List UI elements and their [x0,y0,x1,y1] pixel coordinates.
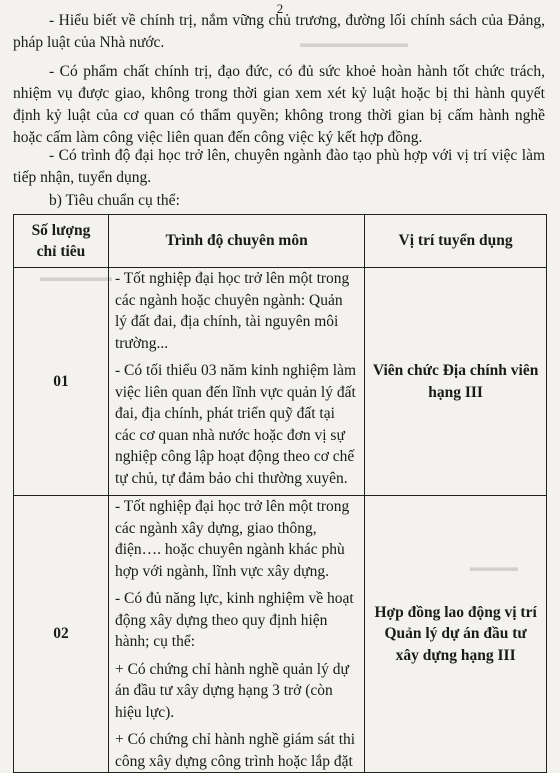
table-header-row [14,215,547,268]
qualification-item: - Tốt nghiệp đại học trở lên một trong các ngành xây dựng, giao thông, điện…. hoặc chuyên ngành khác phù hợp với ngành, lĩnh vực xây dựng. [114,498,350,580]
page-number: 2 [276,1,284,16]
bleed-through-mark: ▬▬▬▬▬▬ [40,270,112,284]
header-qualification: Trình độ chuyên môn [108,215,364,268]
row-quota: 02 [14,496,109,773]
criteria-table [13,214,547,773]
qualification-item: - Có đủ năng lực, kinh nghiệm về hoạt động xây dựng theo quy định hiện hành; cụ thể: [114,590,354,650]
bleed-through-mark: ▬▬▬▬ [470,560,518,574]
paragraph-education: - Có trình độ đại học trở lên, chuyên ngành đào tạo phù hợp với vị trí việc làm tiếp nhận, tuyển dụng. [13,147,545,186]
paragraph-ethics-health: - Có phẩm chất chính trị, đạo đức, có đủ sức khoẻ hoàn hành tốt chức trách, nhiệm vụ được giao, không trong thời gian xem xét kỷ luật hoặc bị thi hành quyết định kỷ luật của cơ quan có thẩm quyền; không trong thời gian bị cấm hành nghề hoặc cấm làm công việc liên quan đến công việc ký kết hợp đồng. [13,63,545,146]
bleed-through-mark: ▬▬▬▬▬▬▬▬▬ [300,36,408,50]
row-qualifications [108,496,364,773]
header-quota: Số lượng chỉ tiêu [14,215,109,268]
paragraph-political-knowledge: - Hiểu biết về chính trị, nắm vững chủ trương, đường lối chính sách của Đảng, pháp luật của Nhà nước. [13,12,545,51]
qualification-item: - Tốt nghiệp đại học trở lên một trong các ngành hoặc chuyên ngành: Quản lý đất đai, địa chính, tài nguyên môi trường... [114,270,350,352]
header-position: Vị trí tuyển dụng [365,215,547,268]
qualification-item: - Có tối thiểu 03 năm kinh nghiệm làm việc liên quan đến lĩnh vực quản lý đất đai, địa chính, phát triển quỹ đất tại các cơ quan nhà nước hoặc đơn vị sự nghiệp công lập hoạt động theo cơ chế tự chủ, tự đảm bảo chi thường xuyên. [114,362,357,487]
table-row [14,268,547,496]
subheading-specific-criteria: b) Tiêu chuẩn cụ thể: [49,192,180,209]
row-position: Hợp đồng lao động vị trí Quản lý dự án đầu tư xây dựng hạng III [365,496,547,773]
row-quota: 01 [14,268,109,496]
table-row [14,496,547,773]
qualification-item: + Có chứng chỉ hành nghề giám sát thi công xây dựng công trình hoặc lắp đặt [114,731,356,770]
row-qualifications [108,268,364,496]
qualification-item: + Có chứng chỉ hành nghề quản lý dự án đầu tư xây dựng hạng 3 trở (còn hiệu lực). [114,660,349,721]
row-position: Viên chức Địa chính viên hạng III [365,268,547,496]
